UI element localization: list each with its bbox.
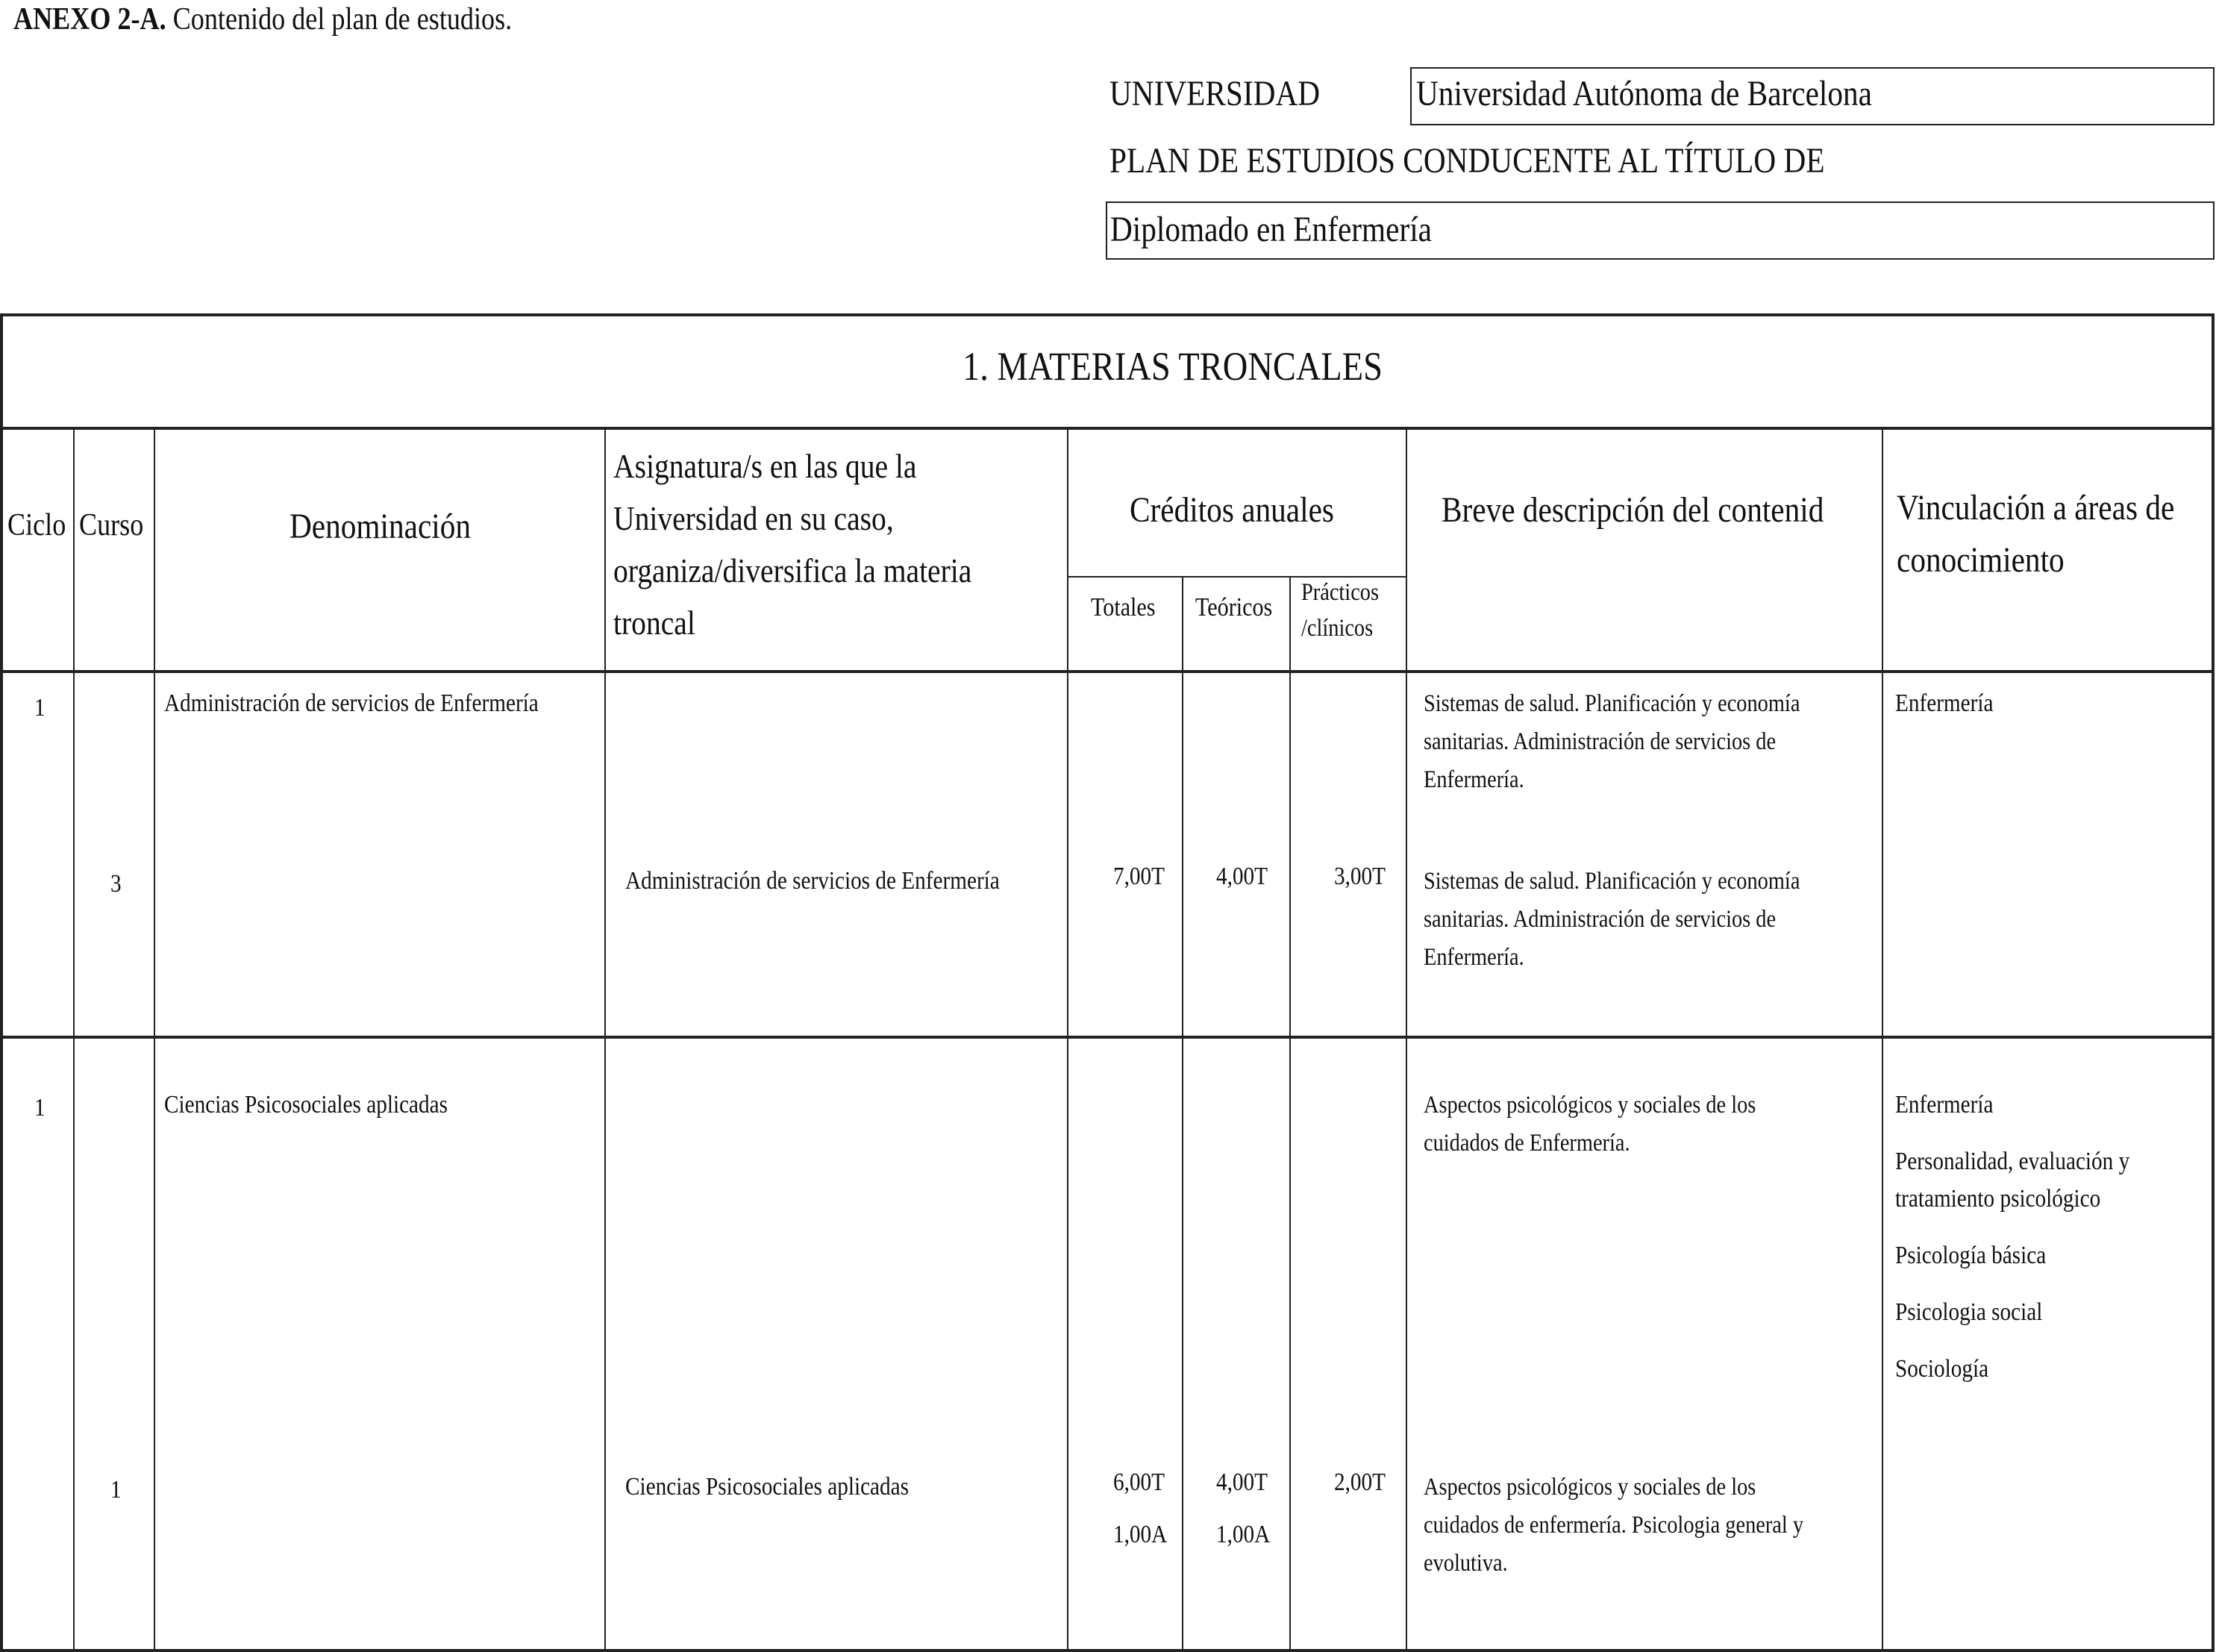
group2-area-6: Sociología (1895, 1355, 1989, 1383)
header-asignatura-line1: Asignatura/s en las que la (613, 447, 917, 485)
group1-area-1: Enfermería (1895, 689, 1994, 717)
subjects-table (0, 313, 2215, 1652)
group2-sub-curso: 1 (110, 1476, 122, 1504)
col-divider-ciclo (73, 428, 75, 1652)
header-practicos-line2: /clínicos (1301, 615, 1374, 642)
group2-sub-practicos: 2,00T (1334, 1468, 1386, 1496)
group1-sub-descripcion-line3: Enfermería. (1424, 944, 1524, 971)
col-divider-totales (1182, 578, 1183, 1652)
group2-area-1: Enfermería (1895, 1091, 1994, 1118)
group1-descripcion-line3: Enfermería. (1424, 766, 1524, 793)
group2-sub-teoricos-2: 1,00A (1216, 1521, 1271, 1548)
group1-ciclo: 1 (34, 694, 46, 722)
col-divider-asignatura (1067, 428, 1068, 1652)
group2-descripcion-line1: Aspectos psicológicos y sociales de los (1424, 1092, 1756, 1118)
header-asignatura-line4: troncal (613, 604, 695, 642)
group1-descripcion-line1: Sistemas de salud. Planificación y economía (1424, 690, 1800, 717)
group1-sub-totales: 7,00T (1113, 863, 1165, 890)
col-divider-creditos (1406, 428, 1407, 1652)
col-divider-teoricos (1289, 578, 1291, 1652)
plan-label: PLAN DE ESTUDIOS CONDUCENTE AL TÍTULO DE (1109, 141, 1825, 181)
header-descripcion: Breve descripción del contenid (1442, 490, 1824, 530)
section-title: 1. MATERIAS TRONCALES (963, 344, 1383, 389)
group2-denominacion: Ciencias Psicosociales aplicadas (164, 1091, 448, 1118)
header-curso: Curso (79, 508, 144, 542)
group1-sub-teoricos: 4,00T (1216, 863, 1268, 890)
group1-sub-practicos: 3,00T (1334, 863, 1386, 890)
col-divider-curso (154, 428, 155, 1652)
university-label: UNIVERSIDAD (1109, 74, 1321, 113)
header-asignatura-line2: Universidad en su caso, (613, 499, 894, 537)
group2-descripcion-line2: cuidados de Enfermería. (1424, 1130, 1630, 1157)
header-asignatura-line3: organiza/diversifica la materia (613, 551, 972, 589)
group2-sub-descripcion-line1: Aspectos psicológicos y sociales de los (1424, 1474, 1756, 1501)
group2-sub-asignatura: Ciencias Psicosociales aplicadas (625, 1473, 910, 1501)
annex-description: Contenido del plan de estudios. (166, 2, 513, 37)
header-teoricos: Teóricos (1195, 592, 1273, 622)
group1-sub-descripcion-line2: sanitarias. Administración de servicios de (1424, 906, 1777, 933)
annex-title (13, 1, 512, 37)
credits-subheader-divider (1067, 576, 1407, 578)
university-value: Universidad Autónoma de Barcelona (1416, 74, 1873, 113)
group2-area-3: tratamiento psicológico (1895, 1185, 2101, 1213)
header-vinculacion-line2: conocimiento (1897, 540, 2065, 580)
col-divider-denominacion (604, 428, 606, 1652)
group2-sub-totales: 6,00T (1113, 1468, 1165, 1496)
header-vinculacion-line1: Vinculación a áreas de (1897, 488, 2175, 528)
header-totales: Totales (1091, 592, 1156, 622)
group1-denominacion: Administración de servicios de Enfermería (164, 689, 539, 717)
group2-sub-descripcion-line2: cuidados de enfermería. Psicologia general y (1424, 1512, 1804, 1539)
group2-area-2: Personalidad, evaluación y (1895, 1148, 2130, 1175)
annex-label: ANEXO 2-A. (13, 2, 166, 37)
group2-ciclo: 1 (34, 1094, 46, 1121)
group2-sub-totales-2: 1,00A (1113, 1521, 1168, 1548)
group2-sub-teoricos: 4,00T (1216, 1468, 1268, 1496)
col-divider-descripcion (1882, 428, 1883, 1652)
group1-sub-curso: 3 (110, 870, 122, 898)
group1-descripcion-line2: sanitarias. Administración de servicios de (1424, 728, 1777, 755)
group1-sub-descripcion-line1: Sistemas de salud. Planificación y economía (1424, 868, 1800, 895)
group2-area-4: Psicología básica (1895, 1242, 2047, 1269)
header-practicos-line1: Prácticos (1301, 579, 1380, 606)
group1-sub-asignatura: Administración de servicios de Enfermería (625, 867, 1000, 895)
header-ciclo: Ciclo (7, 508, 66, 542)
header-creditos: Créditos anuales (1130, 490, 1334, 530)
group2-area-5: Psicologia social (1895, 1298, 2043, 1326)
group2-sub-descripcion-line3: evolutiva. (1424, 1550, 1508, 1577)
header-denominacion: Denominación (289, 507, 472, 546)
degree-value: Diplomado en Enfermería (1110, 210, 1432, 249)
